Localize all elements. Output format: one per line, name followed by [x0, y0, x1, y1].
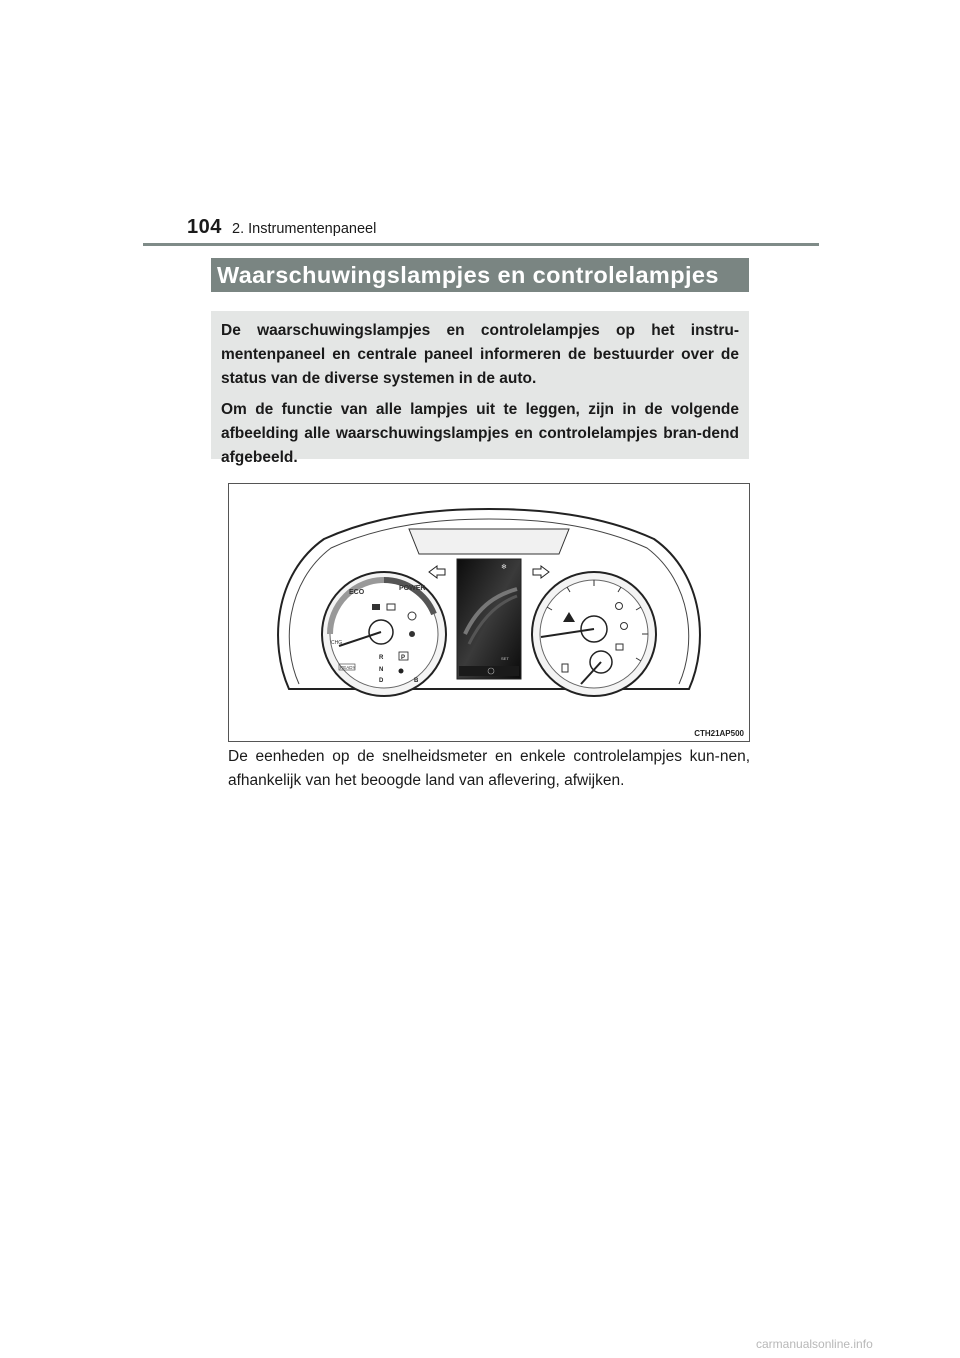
chapter-title: 2. Instrumentenpaneel [232, 221, 377, 237]
gear-d: D [379, 678, 384, 684]
eco-label: ECO [349, 589, 365, 596]
section-title: Waarschuwingslampjes en controlelampjes [211, 258, 749, 292]
power-label: POWER [399, 585, 426, 592]
power-meter-gauge [322, 572, 446, 696]
figure-code: CTH21AP500 [694, 729, 744, 738]
instrument-cluster-figure [228, 483, 750, 742]
charge-label: CHG [331, 640, 343, 646]
gear-r: R [379, 655, 384, 661]
ready-label: READY [340, 665, 356, 670]
note-text: De eenheden op de snelheidsmeter en enkele controlelampjes kun-nen, afhankelijk van het beoogde land van aflevering, afwijken. [228, 748, 750, 789]
set-label: SET [501, 656, 509, 661]
intro-paragraph-2: Om de functie van alle lampjes uit te leggen, zijn in de volgende afbeelding alle waarschuwingslampjes en controlelampjes bran-dend afgebeeld. [221, 401, 739, 466]
headlight-icon [372, 604, 380, 610]
intro-paragraph-1: De waarschuwingslampjes en controlelampjes op het instru-mentenpaneel en centrale paneel informeren de bestuurder over de status van de diverse systemen in de auto. [221, 322, 739, 387]
speedometer-gauge [532, 572, 656, 696]
watermark: carmanualsonline.info [756, 1337, 873, 1351]
gear-b: B [414, 678, 419, 684]
intro-box [211, 311, 749, 466]
gear-n: N [379, 667, 384, 673]
multi-information-display [457, 559, 521, 679]
page-number: 104 [187, 216, 222, 238]
instrument-cluster-illustration [229, 484, 749, 741]
gear-p: P [401, 655, 406, 661]
snowflake-icon: ❄ [501, 564, 507, 571]
header-rule [143, 243, 819, 246]
